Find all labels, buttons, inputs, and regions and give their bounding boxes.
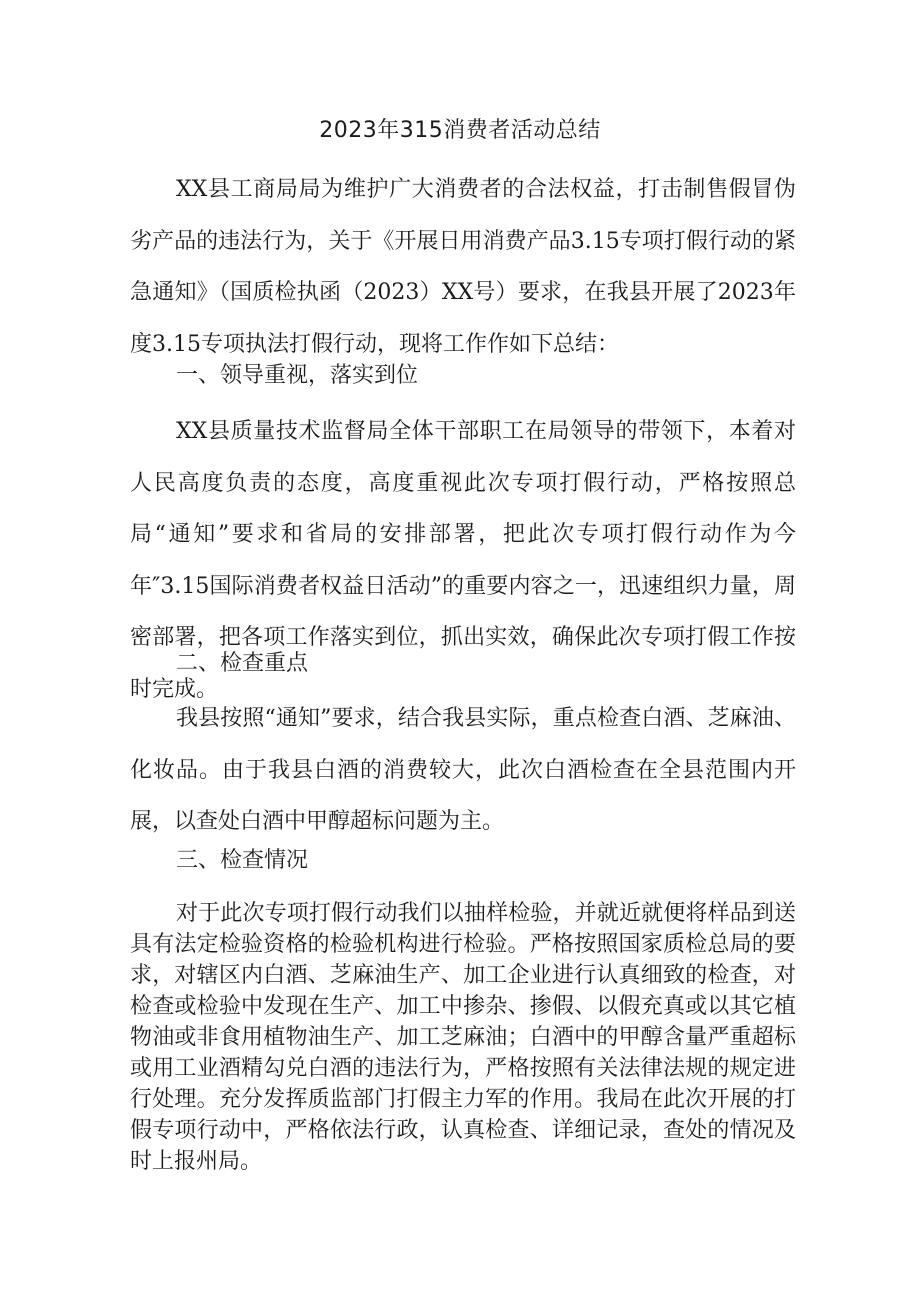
section-body-leadership: XX县质量技术监督局全体干部职工在局领导的带领下，本着对人民高度负责的态度，高度重视此次专项打假行动，严格按照总局“通知”要求和省局的安排部署，把此次专项打假行动作为今年″3.15国际消费者权益日活动”的重要内容之一，迅速组织力量，周密部署，把各项工作落实到位，抓出实效，确保此次专项打假工作按时完成。 xyxy=(130,419,796,702)
intro-paragraph: XX县工商局局为维护广大消费者的合法权益，打击制售假冒伪劣产品的违法行为，关于《开展日用消费产品3.15专项打假行动的紧急通知》（国质检执函（2023）XX号）要求，在我县开展了2023年度3.15专项执法打假行动，现将工作作如下总结： xyxy=(130,177,796,357)
document-title: 2023年315消费者活动总结 xyxy=(319,118,601,143)
section-heading-focus: 二、检查重点 xyxy=(176,651,309,676)
section-body-status: 对于此次专项打假行动我们以抽样检验，并就近就便将样品到送具有法定检验资格的检验机构进行检验。严格按照国家质检总局的要求，对辖区内白酒、芝麻油生产、加工企业进行认真细致的检查，对检查或检验中发现在生产、加工中掺杂、掺假、以假充真或以其它植物油或非食用植物油生产、加工芝麻油；白酒中的甲醇含量严重超标或用工业酒精勾兑白酒的违法行为，严格按照有关法律法规的规定进行处理。充分发挥质监部门打假主力军的作用。我局在此次开展的打假专项行动中，严格依法行政，认真检查、详细记录，查处的情况及时上报州局。 xyxy=(130,901,796,1174)
section-heading-status: 三、检查情况 xyxy=(176,848,309,873)
section-heading-leadership: 一、领导重视，落实到位 xyxy=(176,363,419,388)
section-body-focus: 我县按照“通知”要求，结合我县实际，重点检查白酒、芝麻油、化妆品。由于我县白酒的消费较大，此次白酒检查在全县范围内开展，以查处白酒中甲醇超标问题为主。 xyxy=(130,706,796,834)
